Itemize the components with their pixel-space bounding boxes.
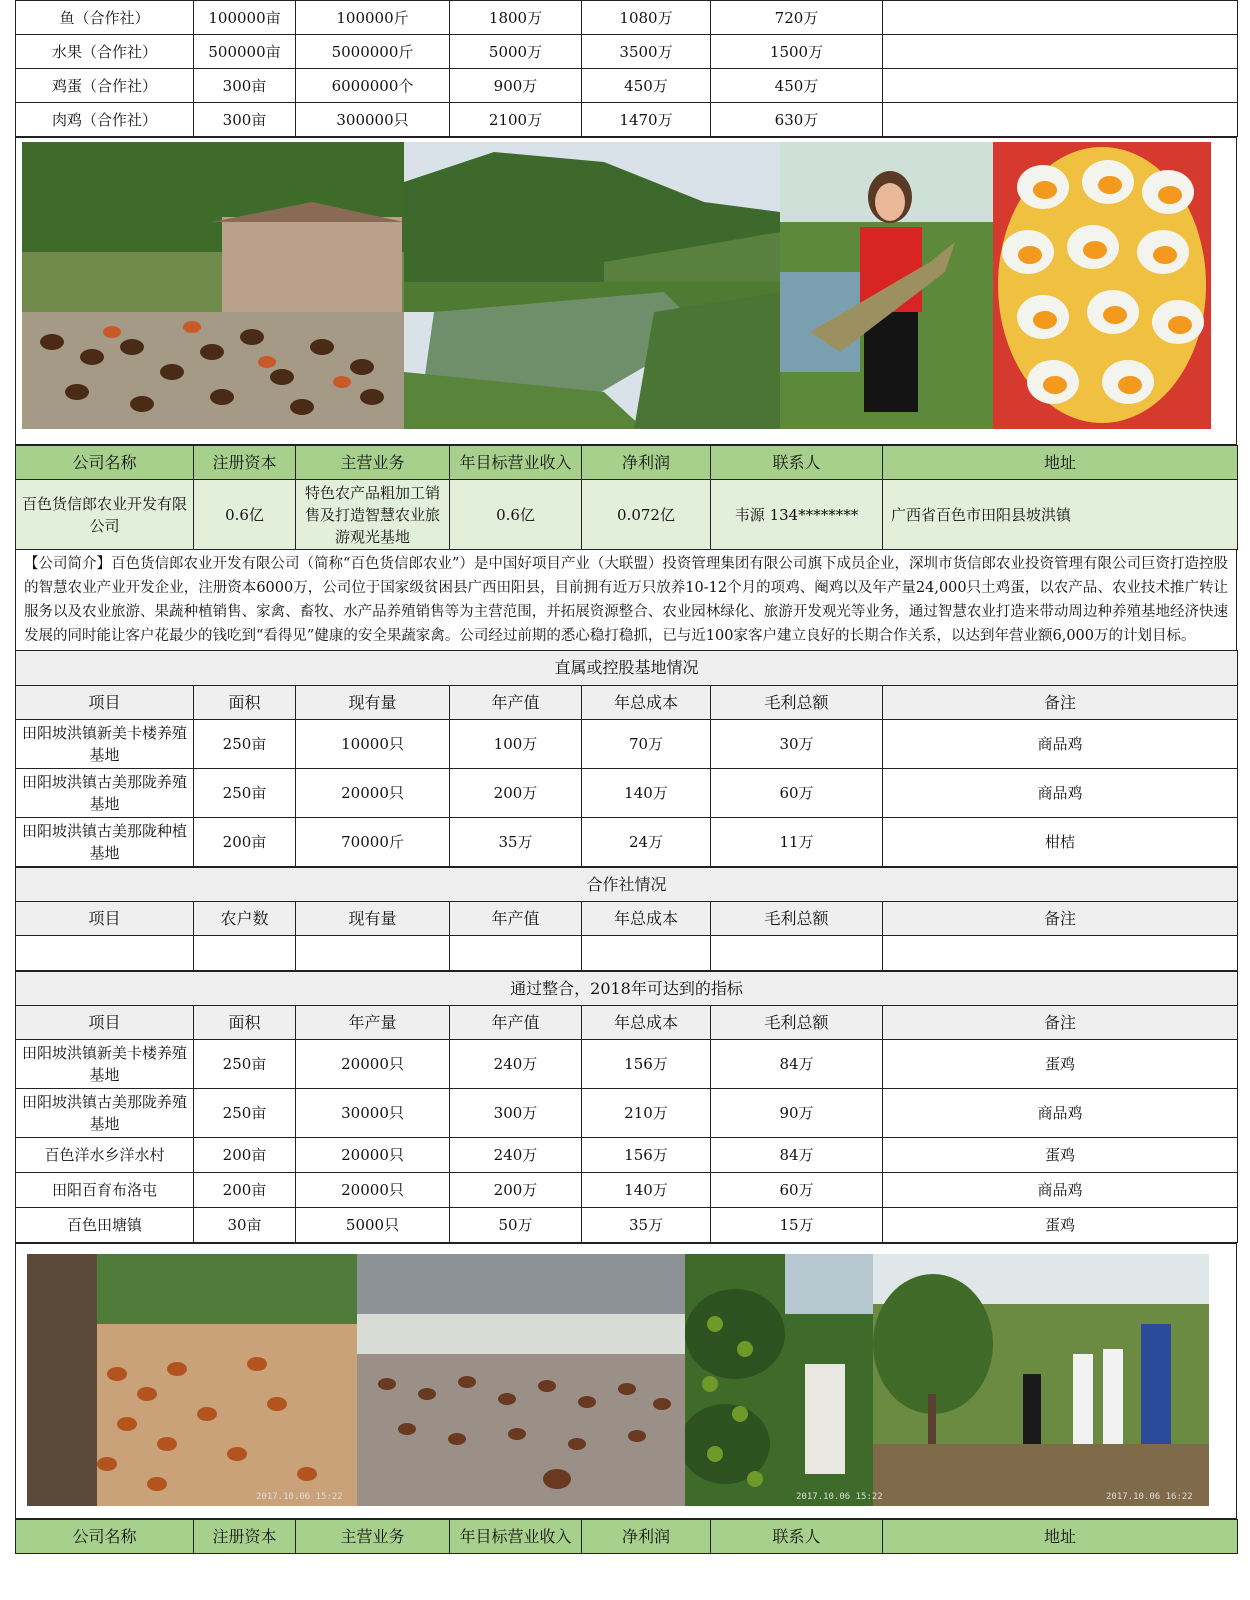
top-table-cell: 1080万	[582, 1, 711, 35]
targets-title: 通过整合，2018年可达到的指标	[16, 972, 1238, 1006]
targets-cell: 田阳百育布洛屯	[16, 1173, 194, 1208]
coop-cell	[883, 936, 1238, 971]
photo-pond-hills	[404, 142, 780, 429]
top-table-cell: 450万	[711, 69, 883, 103]
coop-cell	[16, 936, 194, 971]
top-table	[15, 0, 1238, 137]
company-intro	[15, 550, 1237, 650]
coop-table	[15, 867, 1238, 971]
top-table-cell: 1470万	[582, 103, 711, 137]
targets-cell: 20000只	[296, 1040, 450, 1089]
coop-cell	[450, 936, 582, 971]
targets-cell: 210万	[582, 1089, 711, 1138]
direct-bases-cell: 60万	[711, 769, 883, 818]
top-table-cell: 300亩	[194, 69, 296, 103]
company-header-6: 地址	[883, 446, 1238, 480]
targets-cell: 60万	[711, 1173, 883, 1208]
top-table-cell: 鸡蛋（合作社）	[16, 69, 194, 103]
top-table-cell: 5000000斤	[296, 35, 450, 69]
targets-cell: 商品鸡	[883, 1089, 1238, 1138]
direct-bases-header-5: 毛利总额	[711, 686, 883, 720]
targets-cell: 5000只	[296, 1208, 450, 1243]
top-table-cell: 900万	[450, 69, 582, 103]
top-table-cell	[883, 103, 1238, 137]
top-table-cell: 1800万	[450, 1, 582, 35]
main-business: 特色农产品粗加工销售及打造智慧农业旅游观光基地	[296, 480, 450, 550]
coop-header-2: 现有量	[296, 902, 450, 936]
targets-header-2: 年产量	[296, 1006, 450, 1040]
direct-bases-row	[16, 818, 1238, 867]
company-header-4: 净利润	[582, 446, 711, 480]
direct-bases-header-6: 备注	[883, 686, 1238, 720]
targets-row	[16, 1138, 1238, 1173]
registered-capital: 0.6亿	[194, 480, 296, 550]
top-table-cell: 6000000个	[296, 69, 450, 103]
coop-header-0: 项目	[16, 902, 194, 936]
photo-free-range-chickens	[27, 1254, 357, 1506]
top-table-cell: 100000亩	[194, 1, 296, 35]
direct-bases-cell: 200万	[450, 769, 582, 818]
coop-row	[16, 936, 1238, 971]
top-table-cell: 鱼（合作社）	[16, 1, 194, 35]
targets-cell: 35万	[582, 1208, 711, 1243]
targets-cell: 田阳坡洪镇古美那陇养殖基地	[16, 1089, 194, 1138]
company-header-2: 主营业务	[296, 446, 450, 480]
company-2-header-4: 净利润	[582, 1520, 711, 1554]
direct-bases-header-0: 项目	[16, 686, 194, 720]
targets-row	[16, 1208, 1238, 1243]
coop-cell	[194, 936, 296, 971]
direct-bases-table	[15, 650, 1238, 867]
top-table-cell: 630万	[711, 103, 883, 137]
targets-cell: 240万	[450, 1138, 582, 1173]
company-table-2	[15, 1519, 1238, 1554]
direct-bases-cell: 11万	[711, 818, 883, 867]
direct-bases-cell: 田阳坡洪镇新美卡楼养殖基地	[16, 720, 194, 769]
net-profit: 0.072亿	[582, 480, 711, 550]
top-table-cell: 500000亩	[194, 35, 296, 69]
photo-timestamp-1: 2017.10.06 15:22	[256, 1492, 343, 1502]
targets-cell: 百色田塘镇	[16, 1208, 194, 1243]
targets-cell: 200亩	[194, 1173, 296, 1208]
targets-cell: 300万	[450, 1089, 582, 1138]
company-address: 广西省百色市田阳县坡洪镇	[883, 480, 1238, 550]
targets-cell: 156万	[582, 1138, 711, 1173]
coop-header-4: 年总成本	[582, 902, 711, 936]
direct-bases-header-2: 现有量	[296, 686, 450, 720]
top-table-cell: 450万	[582, 69, 711, 103]
direct-bases-cell: 商品鸡	[883, 720, 1238, 769]
photo-woman-fish	[780, 142, 993, 429]
targets-cell: 20000只	[296, 1138, 450, 1173]
photo-orange-tree	[685, 1254, 873, 1506]
direct-bases-cell: 100万	[450, 720, 582, 769]
targets-cell: 250亩	[194, 1089, 296, 1138]
targets-header-3: 年产值	[450, 1006, 582, 1040]
direct-bases-cell: 250亩	[194, 720, 296, 769]
top-table-row	[16, 103, 1238, 137]
targets-cell: 15万	[711, 1208, 883, 1243]
top-table-row	[16, 1, 1238, 35]
coop-title: 合作社情况	[16, 868, 1238, 902]
targets-cell: 蛋鸡	[883, 1138, 1238, 1173]
coop-header-5: 毛利总额	[711, 902, 883, 936]
company-2-header-0: 公司名称	[16, 1520, 194, 1554]
coop-header-6: 备注	[883, 902, 1238, 936]
targets-cell: 200亩	[194, 1138, 296, 1173]
company-header-5: 联系人	[711, 446, 883, 480]
targets-table	[15, 971, 1238, 1243]
targets-header-1: 面积	[194, 1006, 296, 1040]
direct-bases-header-4: 年总成本	[582, 686, 711, 720]
document-page	[15, 0, 1237, 1554]
company-2-header-3: 年目标营业收入	[450, 1520, 582, 1554]
photo-orchard-visitors	[873, 1254, 1209, 1506]
direct-bases-header-1: 面积	[194, 686, 296, 720]
targets-cell: 20000只	[296, 1173, 450, 1208]
direct-bases-row	[16, 769, 1238, 818]
direct-bases-cell: 田阳坡洪镇古美那陇种植基地	[16, 818, 194, 867]
direct-bases-cell: 250亩	[194, 769, 296, 818]
targets-header-4: 年总成本	[582, 1006, 711, 1040]
company-header-1: 注册资本	[194, 446, 296, 480]
top-table-cell	[883, 69, 1238, 103]
targets-cell: 田阳坡洪镇新美卡楼养殖基地	[16, 1040, 194, 1089]
targets-cell: 200万	[450, 1173, 582, 1208]
direct-bases-cell: 20000只	[296, 769, 450, 818]
photo-timestamp-3: 2017.10.06 16:22	[1106, 1492, 1193, 1502]
direct-bases-cell: 35万	[450, 818, 582, 867]
targets-cell: 百色洋水乡洋水村	[16, 1138, 194, 1173]
top-table-cell: 水果（合作社）	[16, 35, 194, 69]
company-2-header-6: 地址	[883, 1520, 1238, 1554]
targets-cell: 蛋鸡	[883, 1040, 1238, 1089]
targets-cell: 156万	[582, 1040, 711, 1089]
company-2-header-1: 注册资本	[194, 1520, 296, 1554]
direct-bases-header-3: 年产值	[450, 686, 582, 720]
top-table-cell: 300亩	[194, 103, 296, 137]
targets-row	[16, 1089, 1238, 1138]
direct-bases-cell: 70万	[582, 720, 711, 769]
coop-cell	[582, 936, 711, 971]
targets-cell: 140万	[582, 1173, 711, 1208]
direct-bases-cell: 30万	[711, 720, 883, 769]
coop-header-1: 农户数	[194, 902, 296, 936]
intro-text: 百色货信郎农业开发有限公司（简称“百色货信郎农业”）是中国好项目产业（大联盟）投资管理集团有限公司旗下成员企业，深圳市货信郎农业投资管理有限公司巨资打造控股的智慧农业产业开发企业，注册资本6000万，公司位于国家级贫困县广西田阳县，目前拥有近万只放养10-12个月的项鸡、阉鸡以及年产量24,000只土鸡蛋，以农产品、农业技术推广转让服务以及农业旅游、果蔬种植销售、家禽、畜牧、水产品养殖销售等为主营范围，并拓展资源整合、农业园林绿化、旅游开发观光等业务，通过智慧农业打造来带动周边种养殖基地经济快速发展的同时能让客户花最少的钱吃到“看得见”健康的安全果蔬家禽。公司经过前期的悉心稳打稳抓，已与近100家客户建立良好的长期合作关系，以达到年营业额6,000万的计划目标。	[24, 556, 1228, 644]
direct-bases-cell: 田阳坡洪镇古美那陇养殖基地	[16, 769, 194, 818]
direct-bases-cell: 商品鸡	[883, 769, 1238, 818]
direct-bases-cell: 70000斤	[296, 818, 450, 867]
photo-strip-top	[15, 137, 1237, 445]
targets-header-6: 备注	[883, 1006, 1238, 1040]
targets-cell: 50万	[450, 1208, 582, 1243]
targets-cell: 蛋鸡	[883, 1208, 1238, 1243]
company-header-3: 年目标营业收入	[450, 446, 582, 480]
top-table-cell: 100000斤	[296, 1, 450, 35]
targets-header-5: 毛利总额	[711, 1006, 883, 1040]
top-table-cell	[883, 1, 1238, 35]
company-header-0: 公司名称	[16, 446, 194, 480]
targets-cell: 90万	[711, 1089, 883, 1138]
direct-bases-cell: 柑桔	[883, 818, 1238, 867]
top-table-cell: 5000万	[450, 35, 582, 69]
top-table-cell: 3500万	[582, 35, 711, 69]
photo-salted-eggs	[993, 142, 1211, 429]
photo-chicken-shed	[357, 1254, 685, 1506]
contact-person: 韦源 134********	[711, 480, 883, 550]
top-table-cell: 720万	[711, 1, 883, 35]
targets-row	[16, 1040, 1238, 1089]
coop-cell	[711, 936, 883, 971]
targets-cell: 30亩	[194, 1208, 296, 1243]
top-table-cell: 2100万	[450, 103, 582, 137]
direct-bases-cell: 140万	[582, 769, 711, 818]
coop-header-3: 年产值	[450, 902, 582, 936]
top-table-row	[16, 35, 1238, 69]
targets-cell: 84万	[711, 1040, 883, 1089]
targets-cell: 250亩	[194, 1040, 296, 1089]
targets-cell: 240万	[450, 1040, 582, 1089]
targets-header-0: 项目	[16, 1006, 194, 1040]
direct-bases-title: 直属或控股基地情况	[16, 651, 1238, 686]
direct-bases-cell: 24万	[582, 818, 711, 867]
top-table-cell: 肉鸡（合作社）	[16, 103, 194, 137]
targets-cell: 30000只	[296, 1089, 450, 1138]
company-2-header-2: 主营业务	[296, 1520, 450, 1554]
top-table-cell	[883, 35, 1238, 69]
direct-bases-row	[16, 720, 1238, 769]
top-table-cell: 300000只	[296, 103, 450, 137]
intro-label: 【公司简介】	[24, 556, 112, 572]
photo-strip-bottom	[15, 1243, 1237, 1519]
company-2-header-5: 联系人	[711, 1520, 883, 1554]
top-table-cell: 1500万	[711, 35, 883, 69]
coop-cell	[296, 936, 450, 971]
annual-target-revenue: 0.6亿	[450, 480, 582, 550]
targets-row	[16, 1173, 1238, 1208]
photo-chickens-bamboo	[22, 142, 404, 429]
targets-cell: 商品鸡	[883, 1173, 1238, 1208]
photo-timestamp-2: 2017.10.06 15:22	[796, 1492, 883, 1502]
targets-cell: 84万	[711, 1138, 883, 1173]
direct-bases-cell: 200亩	[194, 818, 296, 867]
company-name: 百色货信郎农业开发有限公司	[16, 480, 194, 550]
top-table-row	[16, 69, 1238, 103]
direct-bases-cell: 10000只	[296, 720, 450, 769]
company-table	[15, 445, 1238, 550]
